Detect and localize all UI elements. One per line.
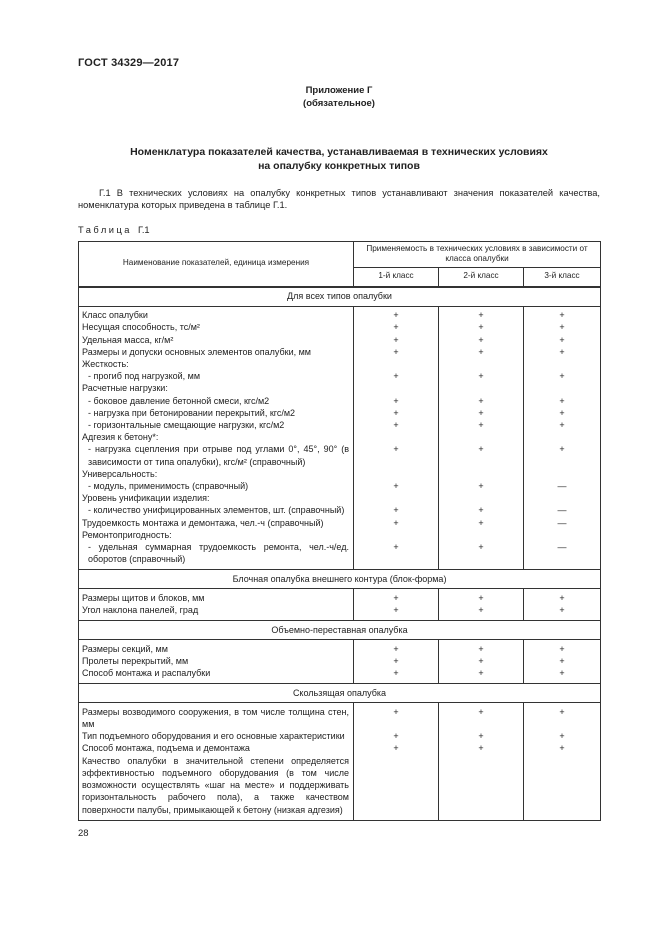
row-value: — bbox=[524, 480, 601, 492]
row-value bbox=[354, 358, 439, 370]
row-value: + bbox=[524, 370, 601, 382]
row-value bbox=[354, 431, 439, 443]
section-header-row bbox=[79, 684, 601, 703]
table-caption-number: Г.1 bbox=[137, 224, 150, 235]
row-value: + bbox=[524, 604, 601, 621]
row-label: Трудоемкость монтажа и демонтажа, чел.-ч (справочный) bbox=[82, 517, 324, 528]
row-value: + bbox=[439, 419, 524, 431]
row-value: + bbox=[524, 407, 601, 419]
table-row bbox=[79, 321, 601, 333]
table-row bbox=[79, 407, 601, 419]
table-row bbox=[79, 517, 601, 529]
col-header-class-2: 2-й класс bbox=[439, 267, 524, 287]
row-value: + bbox=[524, 730, 601, 742]
section-title: Блочная опалубка внешнего контура (блок-форма) bbox=[79, 570, 601, 589]
row-label: Размеры секций, мм bbox=[82, 643, 168, 654]
row-value: + bbox=[439, 321, 524, 333]
table-caption-label: Таблица bbox=[78, 224, 132, 235]
table-row bbox=[79, 504, 601, 516]
row-value: + bbox=[354, 443, 439, 467]
row-label: Расчетные нагрузки: bbox=[82, 383, 168, 394]
row-value: + bbox=[354, 655, 439, 667]
row-value bbox=[439, 492, 524, 504]
table-row bbox=[79, 346, 601, 358]
row-value: — bbox=[524, 517, 601, 529]
row-value: + bbox=[354, 742, 439, 754]
row-value bbox=[524, 431, 601, 443]
quality-table bbox=[78, 241, 601, 821]
row-value: + bbox=[354, 346, 439, 358]
table-row bbox=[79, 541, 601, 570]
paragraph-g1: Г.1 В технических условиях на опалубку конкретных типов устанавливают значения показателей качества, номенклатура которых приведена в таблице Г.1. bbox=[78, 188, 600, 211]
row-value: + bbox=[354, 640, 439, 655]
row-value: + bbox=[354, 321, 439, 333]
row-value bbox=[354, 529, 439, 541]
row-value: + bbox=[439, 395, 524, 407]
row-value: + bbox=[524, 443, 601, 467]
table-row bbox=[79, 443, 601, 467]
table-row bbox=[79, 492, 601, 504]
table-row bbox=[79, 334, 601, 346]
row-value: + bbox=[439, 370, 524, 382]
row-label: Ремонтопригодность: bbox=[82, 529, 172, 540]
page-title-line-1: Номенклатура показателей качества, устанавливаемая в технических условиях bbox=[130, 146, 548, 158]
row-value: + bbox=[439, 604, 524, 621]
row-value bbox=[354, 382, 439, 394]
table-caption bbox=[78, 225, 600, 235]
row-value: + bbox=[354, 306, 439, 321]
row-value: + bbox=[354, 667, 439, 684]
row-value bbox=[524, 492, 601, 504]
table-row bbox=[79, 703, 601, 730]
row-label: Способ монтажа и распалубки bbox=[82, 668, 211, 679]
row-value bbox=[524, 382, 601, 394]
table-row bbox=[79, 370, 601, 382]
row-label: Размеры щитов и блоков, мм bbox=[82, 592, 205, 603]
row-value: + bbox=[439, 504, 524, 516]
row-value: + bbox=[524, 346, 601, 358]
row-value bbox=[439, 529, 524, 541]
table-row bbox=[79, 604, 601, 621]
row-value: + bbox=[524, 419, 601, 431]
appendix-type: (обязательное) bbox=[303, 98, 375, 109]
row-label: - количество унифицированных элементов, шт. (справочный) bbox=[88, 505, 345, 516]
row-value: + bbox=[439, 517, 524, 529]
row-value: + bbox=[439, 742, 524, 754]
row-value: + bbox=[354, 703, 439, 730]
row-label: Пролеты перекрытий, мм bbox=[82, 655, 189, 666]
row-label: - нагрузка сцепления при отрыве под углами 0°, 45°, 90° (в зависимости от типа опалубки), кгс/м² (справочный) bbox=[88, 444, 349, 467]
table-row bbox=[79, 640, 601, 655]
row-value bbox=[439, 468, 524, 480]
row-value: + bbox=[354, 517, 439, 529]
row-value: + bbox=[354, 480, 439, 492]
row-value: + bbox=[354, 604, 439, 621]
row-label: Тип подъемного оборудования и его основные характеристики bbox=[82, 731, 345, 742]
row-value: + bbox=[524, 655, 601, 667]
table-row bbox=[79, 755, 601, 821]
row-value: + bbox=[439, 443, 524, 467]
row-label: - удельная суммарная трудоемкость ремонта, чел.-ч/ед. оборотов (справочный) bbox=[88, 541, 349, 565]
table-row bbox=[79, 667, 601, 684]
table-row bbox=[79, 529, 601, 541]
table-body bbox=[79, 287, 601, 821]
row-value: + bbox=[524, 321, 601, 333]
row-value: + bbox=[524, 589, 601, 604]
row-value: + bbox=[439, 703, 524, 730]
doc-code: ГОСТ 34329—2017 bbox=[78, 57, 180, 69]
row-value: + bbox=[524, 703, 601, 730]
row-label: - горизонтальные смещающие нагрузки, кгс/м2 bbox=[88, 419, 285, 430]
appendix-heading bbox=[78, 84, 600, 110]
col-header-name: Наименование показателей, единица измерения bbox=[79, 241, 354, 287]
row-value: + bbox=[524, 742, 601, 754]
row-value bbox=[439, 382, 524, 394]
row-value: + bbox=[354, 419, 439, 431]
row-label: Универсальность: bbox=[82, 468, 158, 479]
table-row bbox=[79, 468, 601, 480]
table-row bbox=[79, 306, 601, 321]
page-title bbox=[78, 146, 600, 173]
row-value bbox=[439, 431, 524, 443]
section-header-row bbox=[79, 621, 601, 640]
row-label: Уровень унификации изделия: bbox=[82, 493, 210, 504]
row-label: - нагрузка при бетонировании перекрытий, кгс/м2 bbox=[88, 407, 296, 418]
table-row bbox=[79, 589, 601, 604]
appendix-name: Приложение Г bbox=[305, 85, 373, 96]
row-value: + bbox=[439, 306, 524, 321]
row-value: + bbox=[354, 407, 439, 419]
row-value bbox=[524, 358, 601, 370]
col-header-class-1: 1-й класс bbox=[354, 267, 439, 287]
row-value: — bbox=[524, 541, 601, 570]
head-row-group bbox=[79, 241, 601, 267]
row-label: - прогиб под нагрузкой, мм bbox=[88, 371, 201, 382]
row-label: - боковое давление бетонной смеси, кгс/м2 bbox=[88, 395, 270, 406]
table-row bbox=[79, 419, 601, 431]
row-value: + bbox=[524, 395, 601, 407]
row-label: Угол наклона панелей, град bbox=[82, 605, 199, 616]
row-value bbox=[354, 468, 439, 480]
row-value: + bbox=[439, 667, 524, 684]
col-header-applicability: Применяемость в технических условиях в зависимости от класса опалубки bbox=[354, 241, 601, 267]
row-value: + bbox=[524, 640, 601, 655]
table-row bbox=[79, 431, 601, 443]
row-value: + bbox=[524, 306, 601, 321]
section-title: Объемно-переставная опалубка bbox=[79, 621, 601, 640]
page-number: 28 bbox=[78, 827, 89, 839]
row-value: + bbox=[354, 730, 439, 742]
row-value: + bbox=[439, 655, 524, 667]
table-row bbox=[79, 382, 601, 394]
row-label: Класс опалубки bbox=[82, 310, 148, 321]
section-title: Скользящая опалубка bbox=[79, 684, 601, 703]
table-row bbox=[79, 730, 601, 742]
row-value: — bbox=[524, 504, 601, 516]
row-label: Несущая способность, тс/м² bbox=[82, 322, 200, 333]
row-value bbox=[524, 468, 601, 480]
table-row bbox=[79, 395, 601, 407]
row-label: Удельная масса, кг/м² bbox=[82, 334, 174, 345]
row-value: + bbox=[354, 589, 439, 604]
row-label: Жесткость: bbox=[82, 358, 129, 369]
page-title-line-2: на опалубку конкретных типов bbox=[258, 159, 420, 172]
row-value: + bbox=[354, 395, 439, 407]
row-label: Качество опалубки в значительной степени определяется эффективностью подъемного оборудования (в том числе возможности осуществлять «шаг на месте» и поддерживать горизонтальность рабочего пола), а также качеством поверхности палубы, примыкающей к бетону (низкая адгезия) bbox=[82, 755, 349, 815]
table-row bbox=[79, 480, 601, 492]
row-value bbox=[354, 755, 439, 821]
row-value: + bbox=[439, 407, 524, 419]
row-value: + bbox=[439, 480, 524, 492]
row-value bbox=[524, 755, 601, 821]
table-row bbox=[79, 742, 601, 754]
row-value: + bbox=[439, 334, 524, 346]
row-label: - модуль, применимость (справочный) bbox=[88, 480, 249, 491]
section-header-row bbox=[79, 570, 601, 589]
table-head bbox=[79, 241, 601, 287]
row-value: + bbox=[439, 589, 524, 604]
row-label: Размеры возводимого сооружения, в том числе толщина стен, мм bbox=[82, 706, 349, 730]
row-value: + bbox=[524, 667, 601, 684]
row-value bbox=[439, 755, 524, 821]
row-label: Адгезия к бетону*: bbox=[82, 432, 159, 443]
row-value: + bbox=[439, 346, 524, 358]
row-value bbox=[439, 358, 524, 370]
row-value: + bbox=[439, 730, 524, 742]
row-value bbox=[524, 529, 601, 541]
row-value: + bbox=[524, 334, 601, 346]
table-row bbox=[79, 655, 601, 667]
row-label: Способ монтажа, подъема и демонтажа bbox=[82, 743, 250, 754]
section-header-row bbox=[79, 287, 601, 307]
row-value: + bbox=[439, 640, 524, 655]
row-value bbox=[354, 492, 439, 504]
row-value: + bbox=[354, 370, 439, 382]
row-value: + bbox=[354, 541, 439, 570]
row-value: + bbox=[439, 541, 524, 570]
table-row bbox=[79, 358, 601, 370]
section-title: Для всех типов опалубки bbox=[79, 287, 601, 307]
row-value: + bbox=[354, 504, 439, 516]
row-value: + bbox=[354, 334, 439, 346]
row-label: Размеры и допуски основных элементов опалубки, мм bbox=[82, 346, 311, 357]
col-header-class-3: 3-й класс bbox=[524, 267, 601, 287]
